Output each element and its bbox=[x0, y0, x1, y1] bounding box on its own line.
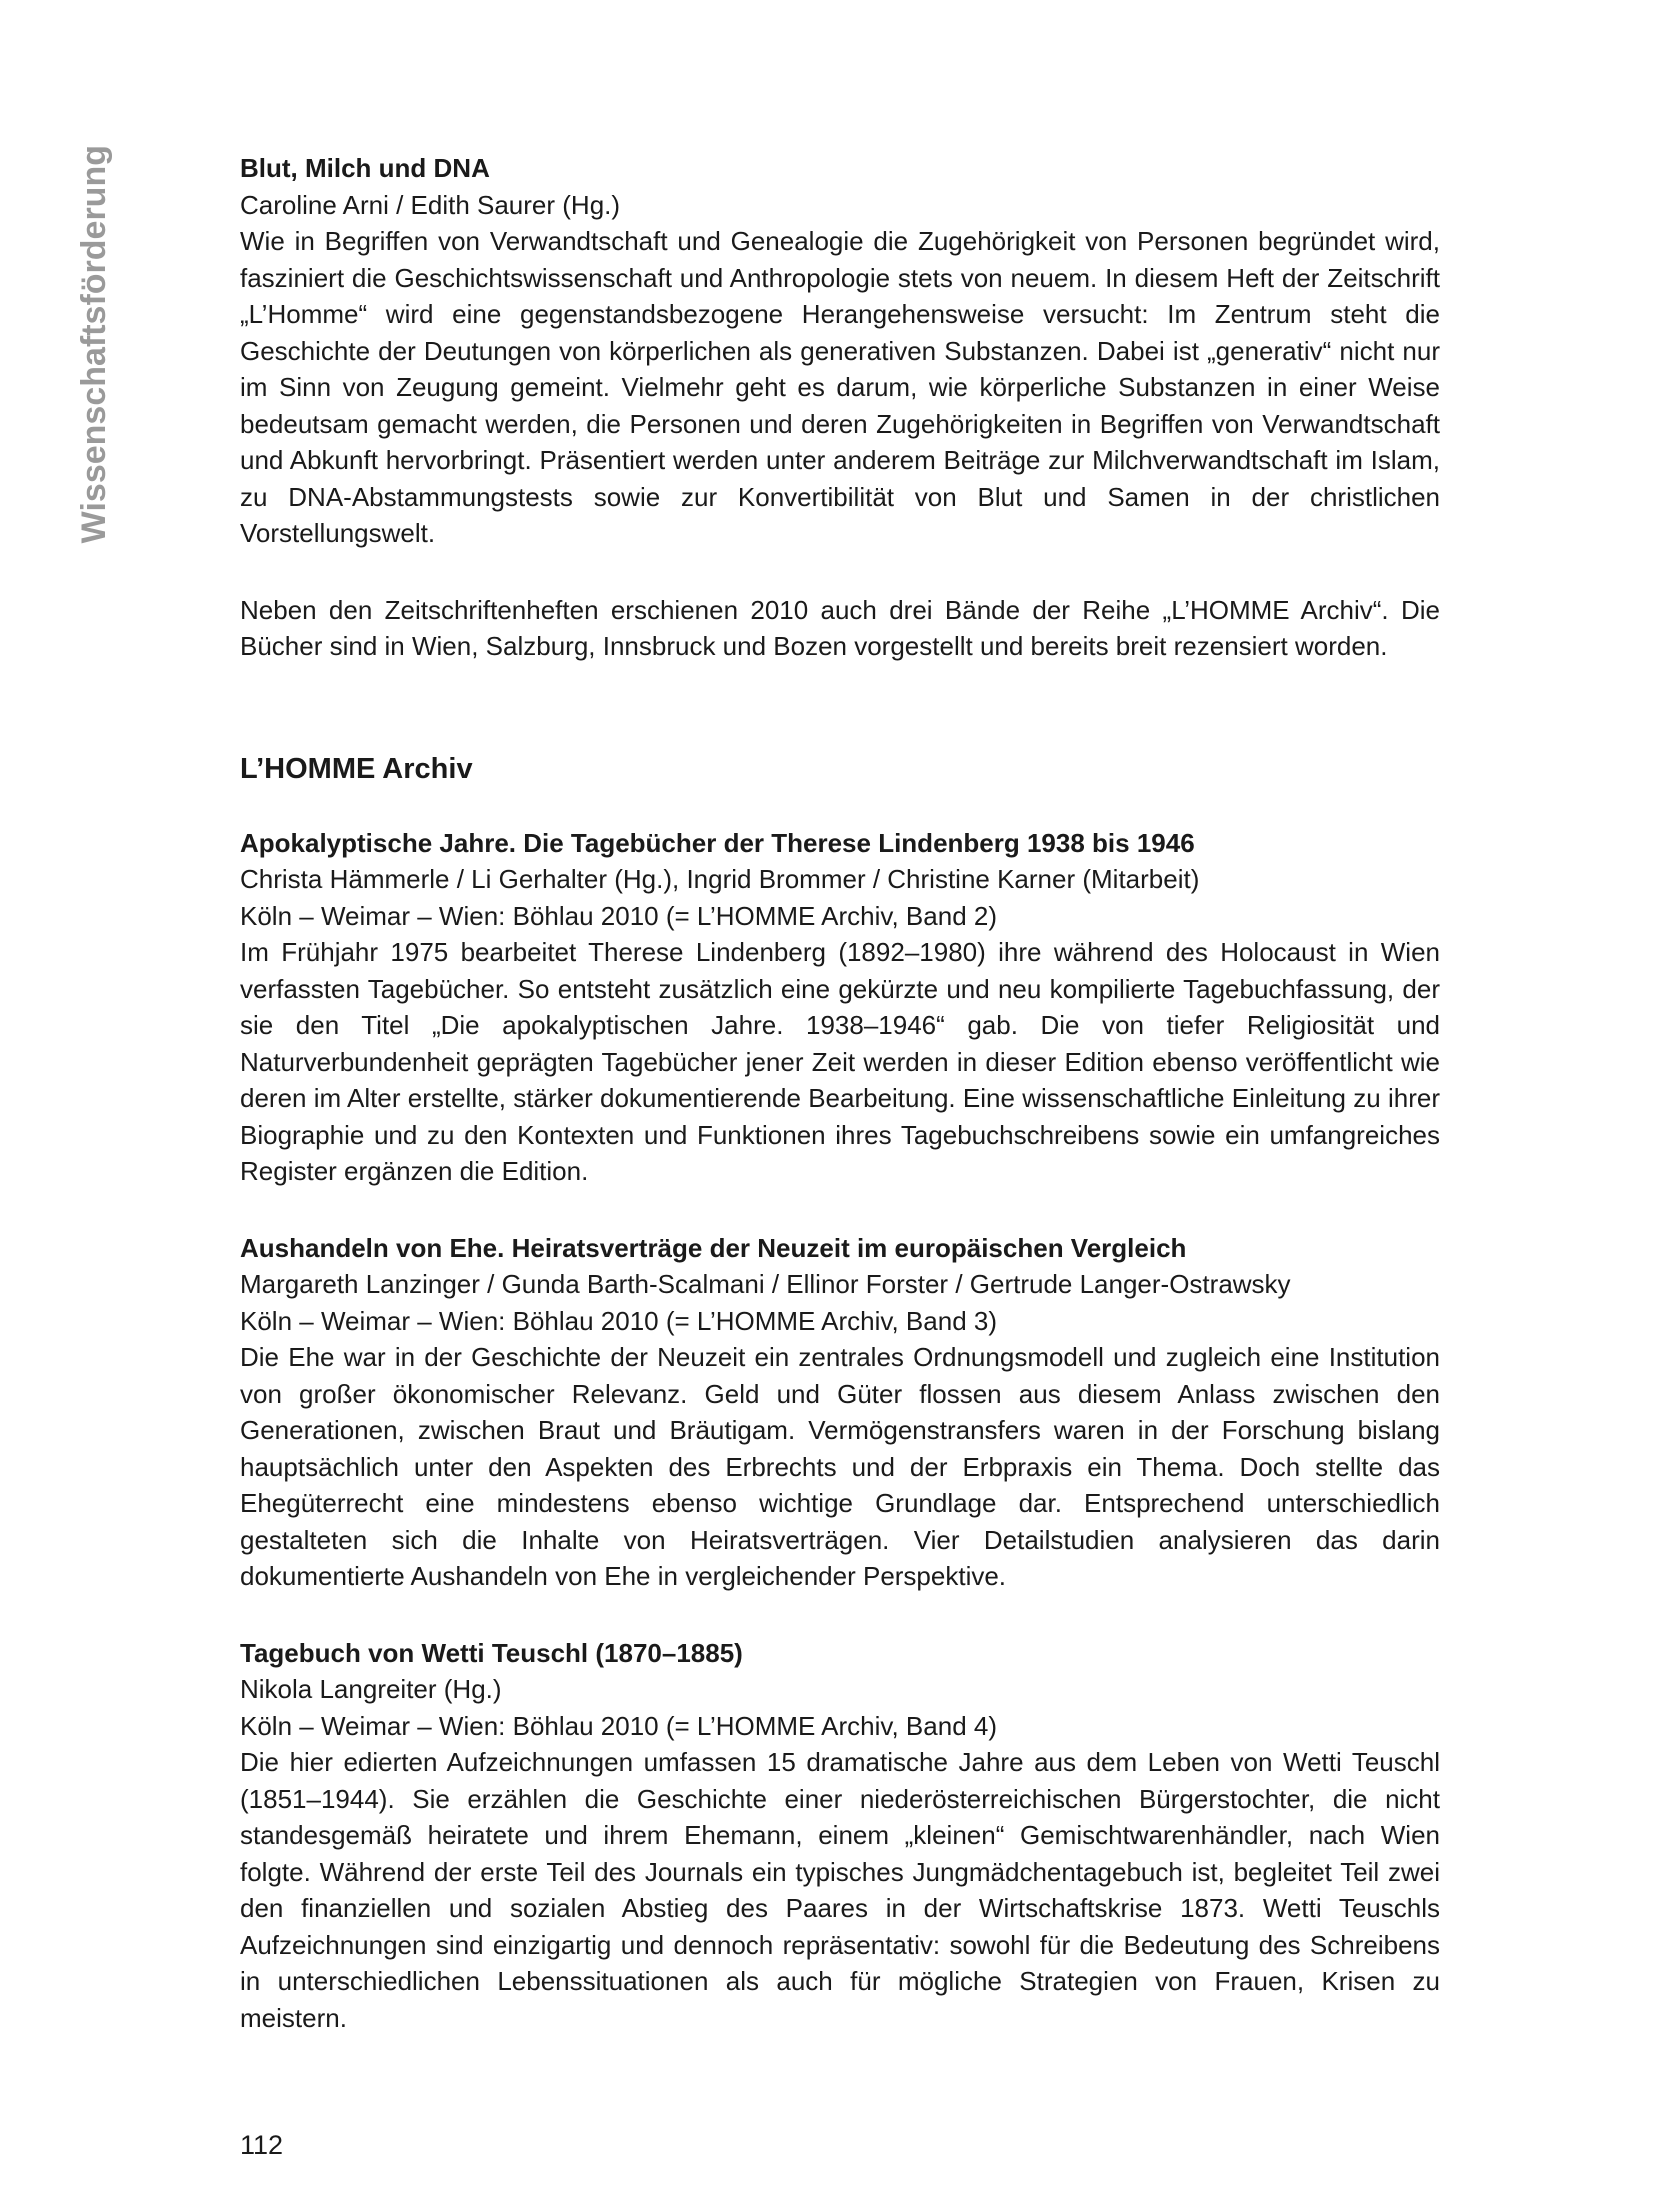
book-authors: Nikola Langreiter (Hg.) bbox=[240, 1674, 502, 1704]
book-authors: Caroline Arni / Edith Saurer (Hg.) bbox=[240, 189, 621, 220]
page-number: 112 bbox=[240, 2130, 284, 2160]
side-section-label bbox=[68, 145, 120, 545]
book-publisher: Köln – Weimar – Wien: Böhlau 2010 (= L’HOMME Archiv, Band 4) bbox=[240, 1710, 997, 1741]
book-title: Apokalyptische Jahre. Die Tagebücher der Therese Lindenberg 1938 bis 1946 bbox=[240, 827, 1195, 858]
book-description: Wie in Begriffen von Verwandtschaft und Genealogie die Zugehörigkeit von Personen begründet wird, fasziniert die Geschichtswissenschaft und Anthropologie stets von neuem. In diesem Heft der Zeitschrift „L’Homme“ wird eine gegenstandsbezogene Herangehensweise versucht: Im Zentrum steht die Geschichte der Deutungen von körperlichen als generativen Substanzen. Dabei ist „generativ“ nicht nur im Sinn von Zeugung gemeint. Vielmehr geht es darum, wie körperliche Substanzen in einer Weise bedeutsam gemacht werden, die Personen und deren Zugehörigkeiten in Begriffen von Verwandtschaft und Abkunft hervorbringt. Präsentiert werden unter anderem Beiträge zur Milchverwandtschaft im Islam, zu DNA-Abstammungstests sowie zur Konvertibilität von Blut und Samen in der christlichen Vorstellungswelt. bbox=[240, 226, 1440, 548]
book-entry-apokalyptische-jahre bbox=[240, 825, 1440, 1190]
book-description: Die hier edierten Aufzeichnungen umfassen 15 dramatische Jahre aus dem Leben von Wetti Teuschl (1851–1944). Sie erzählen die Geschichte einer niederösterreichischen Bürgerstochter, die nicht standesgemäß heiratete und ihrem Ehemann, einem „kleinen“ Gemischtwarenhändler, nach Wien folgte. Während der erste Teil des Journals ein typisches Jungmädchentagebuch ist, begleitet Teil zwei den finanziellen und sozialen Abstieg des Paares in der Wirtschaftskrise 1873. Wetti Teuschls Aufzeichnungen sind einzigartig und dennoch repräsentativ: sowohl für die Bedeutung des Schreibens in unterschiedlichen Lebenssituationen als auch für mögliche Strategien von Frauen, Krisen zu meistern. bbox=[240, 1747, 1440, 2033]
book-description: Die Ehe war in der Geschichte der Neuzeit ein zentrales Ordnungsmodell und zugleich eine Institution von großer ökonomischer Relevanz. Geld und Güter flossen aus diesem Anlass zwischen den Generationen, zwischen Braut und Bräutigam. Vermögenstransfers waren in der Forschung bislang hauptsächlich unter den Aspekten des Erbrechts und der Erbpraxis ein Thema. Doch stellte das Ehegüterrecht eine mindestens ebenso wichtige Grundlage dar. Entsprechend unterschiedlich gestalteten sich die Inhalte von Heiratsverträgen. Vier Detailstudien analysieren das darin dokumentierte Aushandeln von Ehe in vergleichender Perspektive. bbox=[240, 1342, 1440, 1591]
intro-paragraph-block bbox=[240, 592, 1440, 665]
page-content bbox=[240, 150, 1440, 2036]
book-publisher: Köln – Weimar – Wien: Böhlau 2010 (= L’HOMME Archiv, Band 3) bbox=[240, 1305, 997, 1336]
book-title: Tagebuch von Wetti Teuschl (1870–1885) bbox=[240, 1637, 743, 1668]
book-title: Aushandeln von Ehe. Heiratsverträge der Neuzeit im europäischen Vergleich bbox=[240, 1232, 1187, 1263]
book-entry-tagebuch-wetti-teuschl bbox=[240, 1635, 1440, 2037]
book-description: Im Frühjahr 1975 bearbeitet Therese Lindenberg (1892–1980) ihre während des Holocaust in Wien verfassten Tagebücher. So entsteht zusätzlich eine gekürzte und neu kompilierte Tagebuchfassung, der sie den Titel „Die apokalyptischen Jahre. 1938–1946“ gab. Die von tiefer Religiosität und Naturverbundenheit geprägten Tagebücher jener Zeit werden in dieser Edition ebenso veröffentlicht wie deren im Alter erstellte, stärker dokumentierende Bearbeitung. Eine wissenschaftliche Einleitung zu ihrer Biographie und zu den Kontexten und Funktionen ihres Tagebuchschreibens sowie ein umfangreiches Register ergänzen die Edition. bbox=[240, 937, 1440, 1186]
book-authors: Christa Hämmerle / Li Gerhalter (Hg.), Ingrid Brommer / Christine Karner (Mitarbeit) bbox=[240, 864, 1200, 894]
section-heading: L’HOMME Archiv bbox=[240, 752, 473, 785]
intro-paragraph: Neben den Zeitschriftenheften erschienen 2010 auch drei Bände der Reihe „L’HOMME Archiv“. Die Bücher sind in Wien, Salzburg, Innsbruck und Bozen vorgestellt und bereits breit rezensiert worden. bbox=[240, 594, 1440, 661]
book-publisher: Köln – Weimar – Wien: Böhlau 2010 (= L’HOMME Archiv, Band 2) bbox=[240, 900, 997, 931]
book-entry-blut-milch-dna bbox=[240, 150, 1440, 552]
side-section-label-text: Wissenschaftsförderung bbox=[75, 145, 113, 544]
book-authors: Margareth Lanzinger / Gunda Barth-Scalmani / Ellinor Forster / Gertrude Langer-Ostrawsky bbox=[240, 1269, 1291, 1299]
book-entry-aushandeln-von-ehe bbox=[240, 1230, 1440, 1595]
book-title: Blut, Milch und DNA bbox=[240, 153, 490, 183]
